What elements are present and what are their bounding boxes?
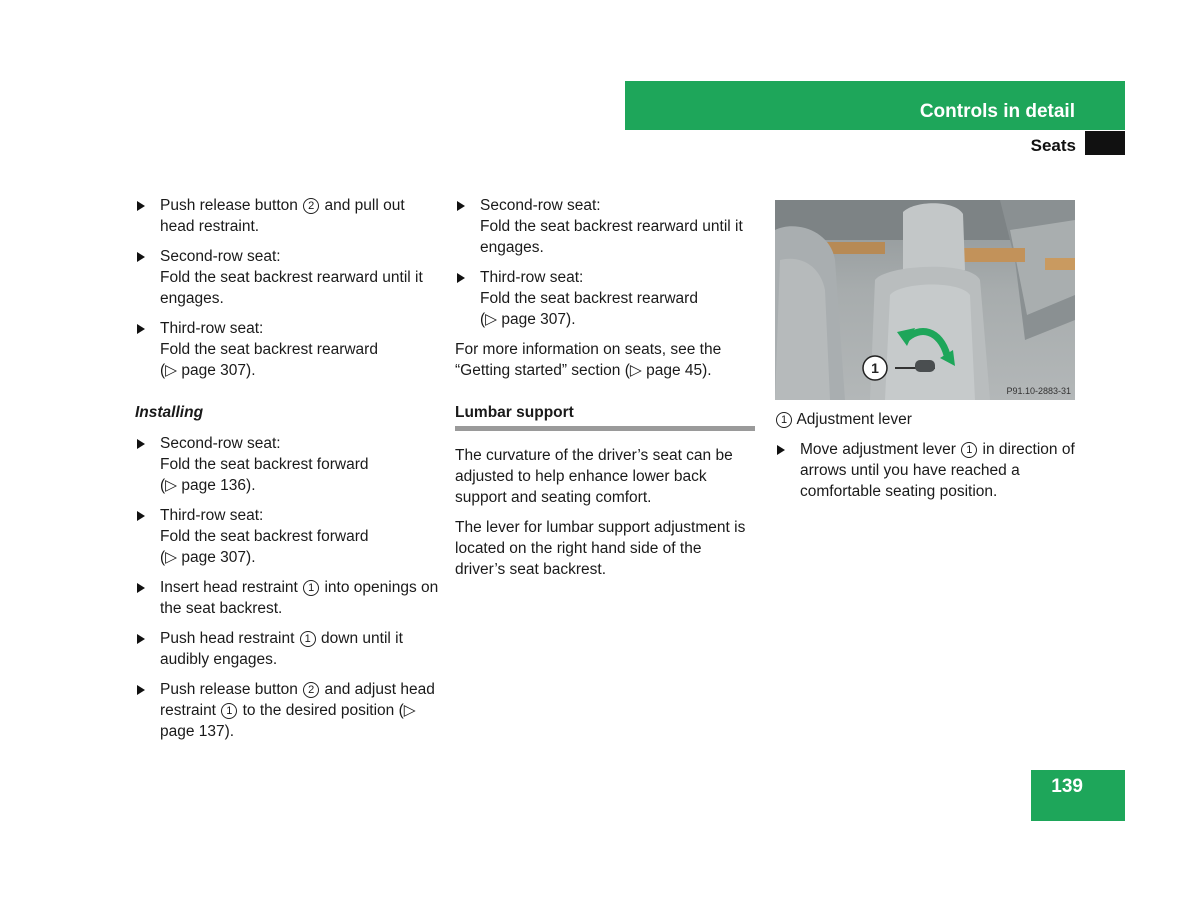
list-item: Second-row seat: Fold the seat backrest rearward until it engages. [135,246,440,309]
list-item: Insert head restraint 1 into openings on the seat backrest. [135,577,440,619]
installing-heading: Installing [135,404,204,421]
list-item: Push release button 2 and adjust head restraint 1 to the desired position (▷ page 137). [135,679,440,742]
callout-number: 2 [303,198,319,214]
bullet-arrow-icon [777,445,785,455]
list-item: Third-row seat: Fold the seat backrest rearward (▷ page 307). [135,318,440,381]
callout-number: 1 [300,631,316,647]
list-item: Second-row seat: Fold the seat backrest rearward until it engages. [455,195,755,258]
callout-number: 1 [961,442,977,458]
seat-illustration [775,200,1075,400]
section-title: Seats [1030,136,1076,155]
bullet-arrow-icon [137,201,145,211]
callout-number: 1 [221,703,237,719]
column-right [775,195,1080,511]
list-item: Move adjustment lever 1 in direction of arrows until you have reached a comfortable seating position. [775,439,1080,502]
bullet-arrow-icon [137,439,145,449]
page-number: 139 [1051,776,1083,797]
bullet-arrow-icon [137,252,145,262]
list-item: Second-row seat: Fold the seat backrest forward (▷ page 136). [135,433,440,496]
bullet-arrow-icon [457,201,465,211]
bullet-arrow-icon [137,583,145,593]
bullet-arrow-icon [457,273,465,283]
lumbar-paragraph: The curvature of the driver’s seat can be adjusted to help enhance lower back support and seating comfort. [455,447,733,506]
image-caption: 1 Adjustment lever [775,409,1080,430]
photo-code: P91.10-2883-31 [1006,386,1071,396]
chapter-title: Controls in detail [919,101,1075,122]
list-item: Push head restraint 1 down until it audibly engages. [135,628,440,670]
bullet-arrow-icon [137,685,145,695]
lumbar-paragraph: The lever for lumbar support adjustment is located on the right hand side of the driver’s seat backrest. [455,519,746,578]
page-number-box [1031,770,1125,821]
bullet-arrow-icon [137,634,145,644]
callout-number: 1 [776,412,792,428]
callout-number: 1 [303,580,319,596]
column-left [135,195,440,751]
more-info-paragraph: For more information on seats, see the “Getting started” section (▷ page 45). [455,341,722,379]
callout-number: 2 [303,682,319,698]
image-callout-number: 1 [871,360,879,376]
section-marker [1085,131,1125,155]
list-item: Push release button 2 and pull out head restraint. [135,195,440,237]
header-bar [625,81,1125,130]
list-item: Third-row seat: Fold the seat backrest rearward (▷ page 307). [455,267,755,330]
seat-photo [775,200,1075,400]
bullet-arrow-icon [137,324,145,334]
bullet-arrow-icon [137,511,145,521]
lumbar-support-heading: Lumbar support [455,402,755,431]
list-item: Third-row seat: Fold the seat backrest forward (▷ page 307). [135,505,440,568]
column-middle [455,195,755,589]
